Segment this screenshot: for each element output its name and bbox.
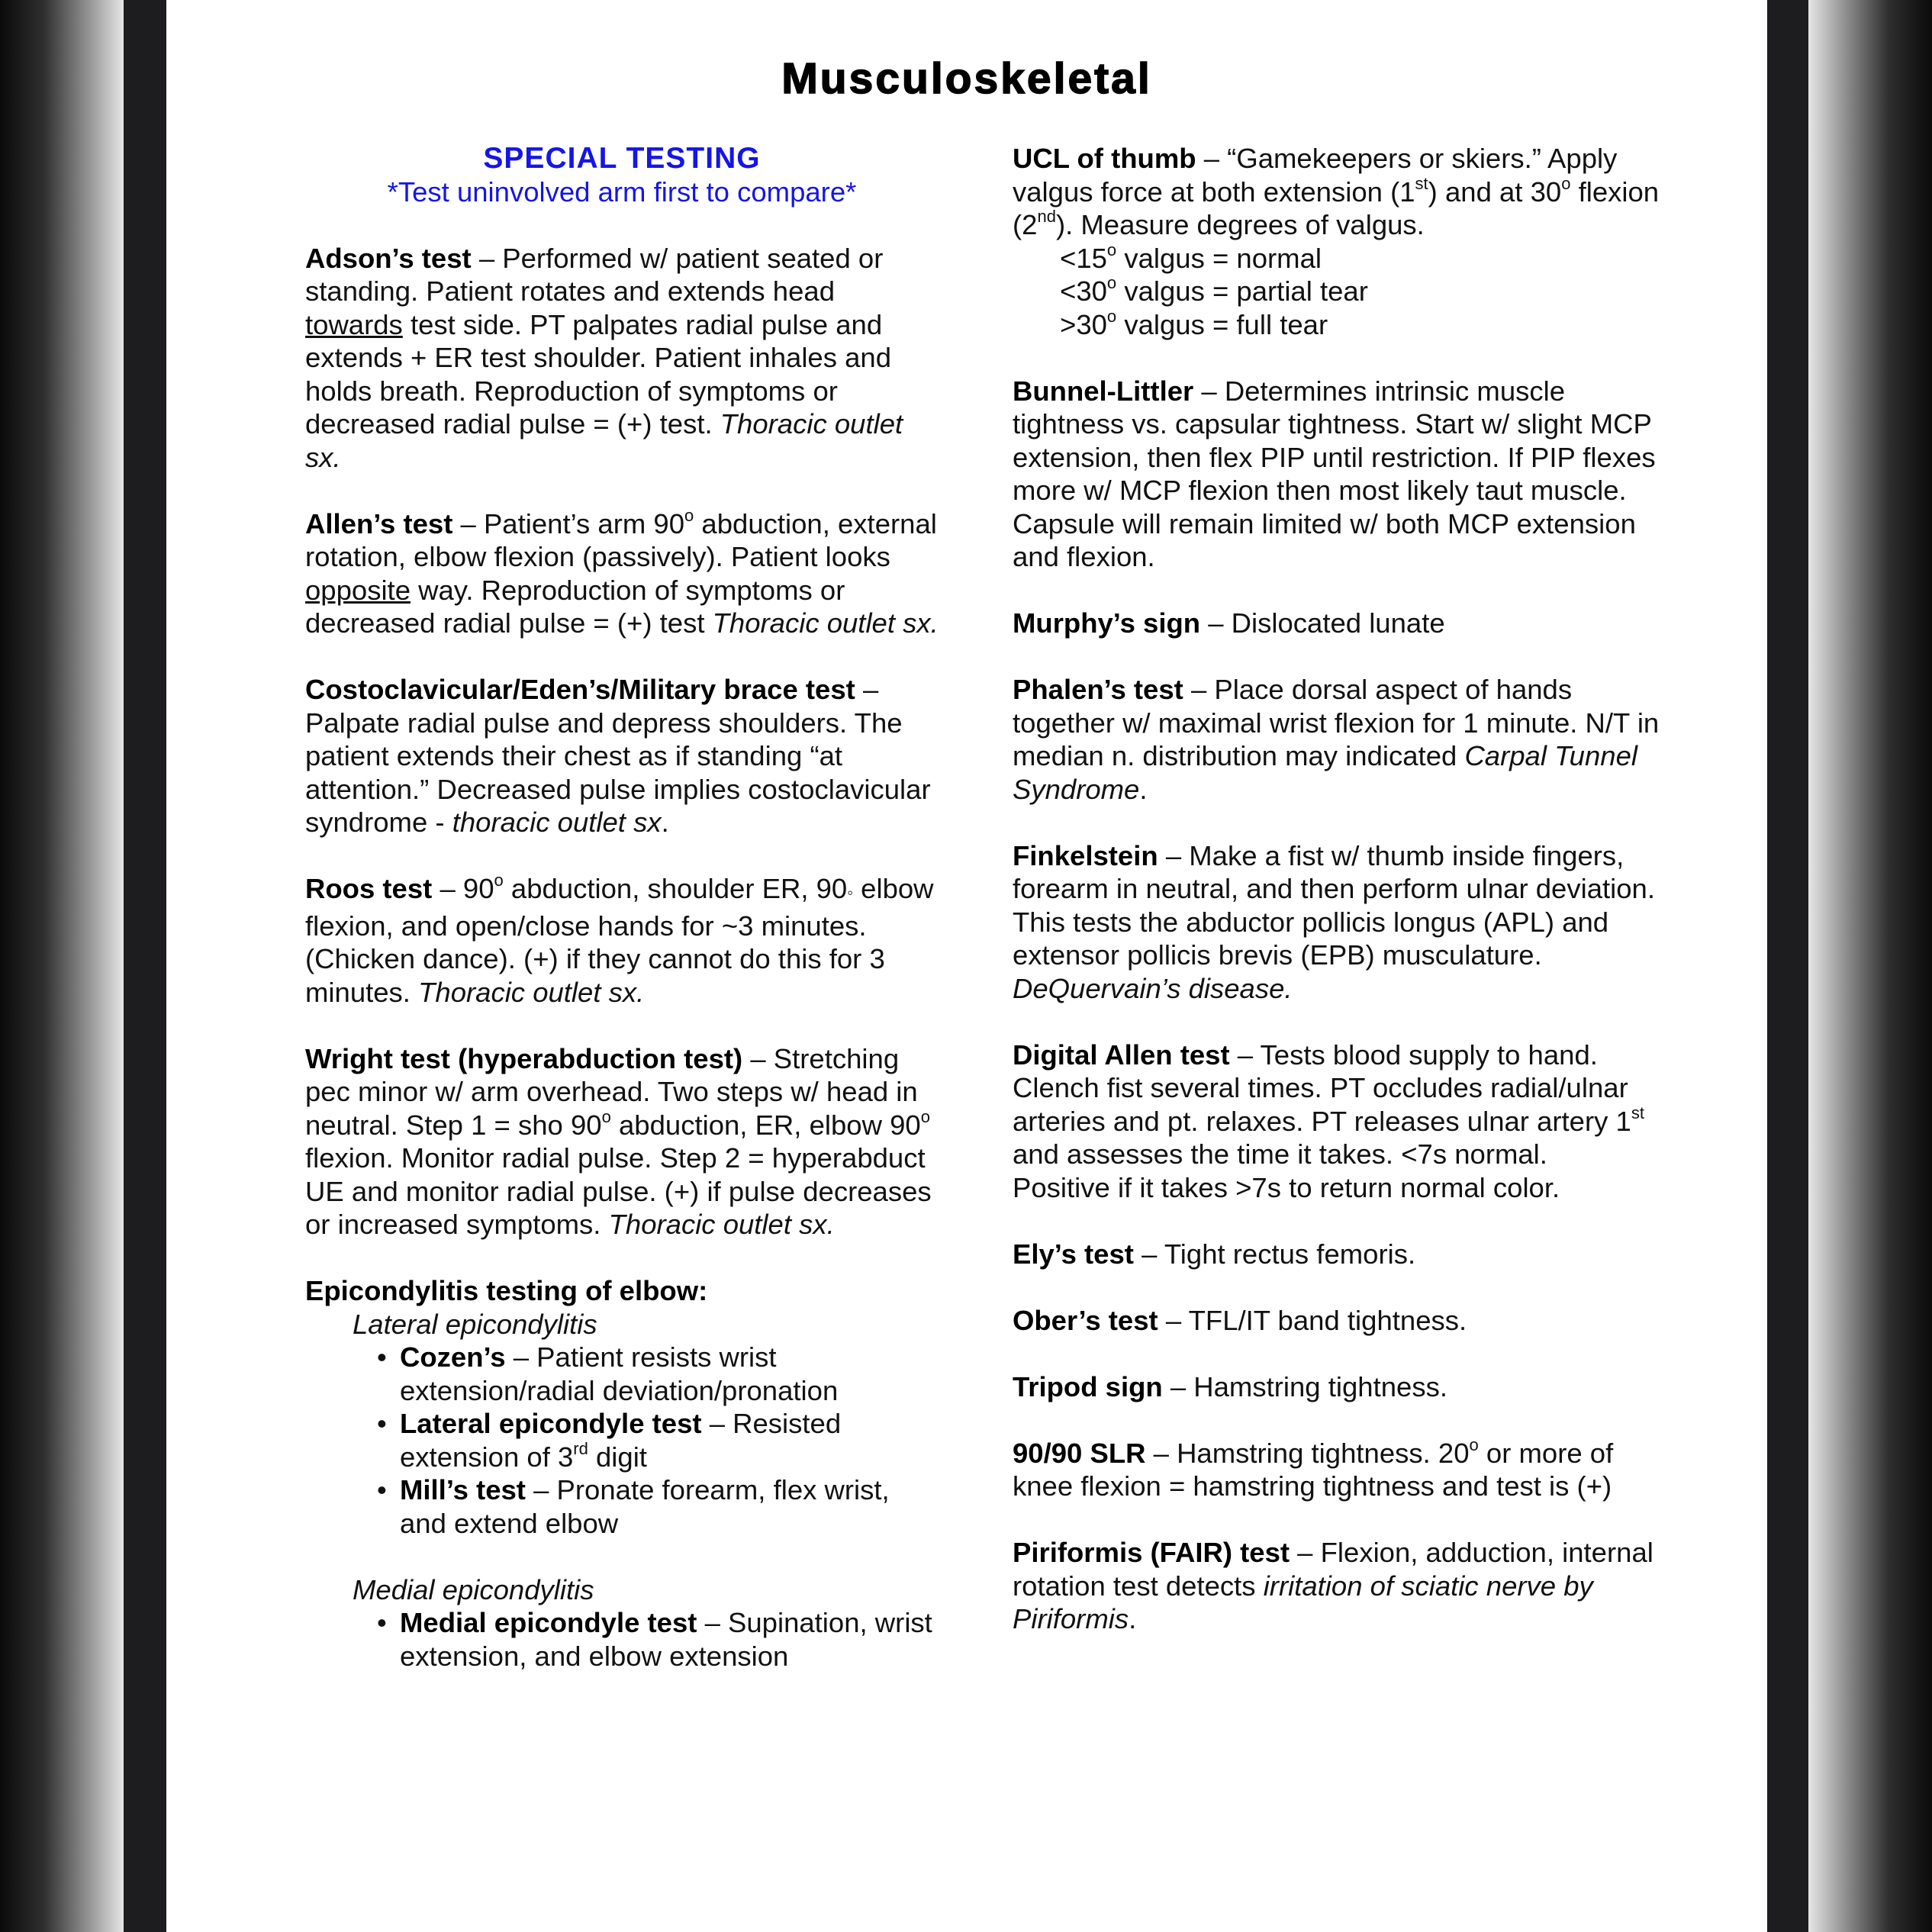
- test-name: Tripod sign: [1013, 1370, 1163, 1402]
- test-name: Allen’s test: [305, 507, 453, 539]
- viewer-shadow-left: [0, 0, 124, 1932]
- test-name: Adson’s test: [305, 242, 472, 274]
- section-header: [305, 142, 939, 208]
- test-name: Phalen’s test: [1013, 674, 1183, 705]
- test-name: Wright test (hyperabduction test): [305, 1042, 743, 1074]
- medial-test-list: [305, 1606, 939, 1673]
- valgus-line: $>30^o$ valgus = full tear: [1060, 306, 1328, 340]
- valgus-line: $<30^o$ valgus = partial tear: [1060, 273, 1368, 307]
- list-item: • Cozen’s – Patient resists wrist extension/radial deviation/pronation: [377, 1341, 839, 1406]
- phalen-test-entry: Phalen’s test – Place dorsal aspect of hands together w/ maximal wrist flexion for 1 minute. N/T in median n. distribution may indicated Carpal Tunnel Syndrome.: [1013, 674, 1660, 805]
- test-name: Ober’s test: [1013, 1304, 1158, 1336]
- test-name: Murphy’s sign: [1013, 607, 1201, 639]
- tripod-sign-entry: Tripod sign – Hamstring tightness.: [1013, 1370, 1447, 1402]
- allen-test-entry: Allen’s test – Patient’s arm 90$^o$ abduction, external rotation, elbow flexion (passively). Patient looks opposite way. Reproduction of symptoms or decreased radial pulse = (+) test Thoracic outlet sx.: [305, 505, 939, 639]
- test-name: Piriformis (FAIR) test: [1013, 1537, 1290, 1568]
- valgus-line: $<15^o$ valgus = normal: [1060, 240, 1322, 274]
- roos-test-entry: Roos test – 90$^o$ abduction, shoulder ER, 90◦ elbow flexion, and open/close hands for ~3 minutes. (Chicken dance). (+) if they cannot do this for 3 minutes. Thoracic outlet sx.: [305, 871, 934, 1008]
- lateral-test-list: [305, 1341, 939, 1540]
- epicondylitis-heading: Epicondylitis testing of elbow:: [305, 1275, 708, 1306]
- left-column: [305, 142, 939, 1673]
- list-item: • Lateral epicondyle test – Resisted extension of 3rd digit: [377, 1408, 842, 1473]
- list-item: • Mill’s test – Pronate forearm, flex wrist, and extend elbow: [377, 1474, 890, 1539]
- viewer-shadow-right: [1808, 0, 1932, 1932]
- finkelstein-entry: Finkelstein – Make a fist w/ thumb inside fingers, forearm in neutral, and then perform ulnar deviation. This tests the abductor pollicis longus (APL) and extensor pollicis brevis (EPB) musculature. DeQuervain’s disease.: [1013, 839, 1655, 1004]
- list-item: • Medial epicondyle test – Supination, wrist extension, and elbow extension: [377, 1607, 932, 1672]
- piriformis-test-entry: Piriformis (FAIR) test – Flexion, adduction, internal rotation test detects irritation of sciatic nerve by Piriformis.: [1013, 1537, 1653, 1634]
- ucl-thumb-entry: UCL of thumb – “Gamekeepers or skiers.” Apply valgus force at both extension (1st) and at 30$^o$ flexion (2nd). Measure degrees of valgus. $<15^o$ valgus = normal $<30^o$ valgus = partial tear $>30^o$ valgus = full tear: [1013, 142, 1669, 341]
- digital-allen-entry: Digital Allen test – Tests blood supply to hand. Clench fist several times. PT occludes radial/ulnar arteries and pt. relaxes. PT releases ulnar artery 1st and assesses the time it takes. <7s normal. Positive if it takes >7s to return normal color.: [1013, 1038, 1644, 1203]
- section-heading: SPECIAL TESTING: [483, 142, 761, 175]
- adson-test-entry: Adson’s test – Performed w/ patient seated or standing. Patient rotates and extends head towards test side. PT palpates radial pulse and extends + ER test shoulder. Patient inhales and holds breath. Reproduction of symptoms or decreased radial pulse = (+) test. Thoracic outlet sx.: [305, 242, 903, 473]
- test-name: Costoclavicular/Eden’s/Military brace test: [305, 674, 855, 705]
- test-name: Ely’s test: [1013, 1238, 1134, 1270]
- right-column: [1013, 142, 1669, 1669]
- medial-epicondylitis-label: Medial epicondylitis: [353, 1573, 594, 1605]
- viewer-frame-left: [124, 0, 166, 1932]
- costoclavicular-test-entry: Costoclavicular/Eden’s/Military brace test – Palpate radial pulse and depress shoulders. The patient extends their chest as if standing “at attention.” Decreased pulse implies costoclavicular syndrome - thoracic outlet sx.: [305, 674, 931, 838]
- bunnel-littler-entry: Bunnel-Littler – Determines intrinsic muscle tightness vs. capsular tightness. Start w/ slight MCP extension, then flex PIP until restriction. If PIP flexes more w/ MCP flexion then most likely taut muscle. Capsule will remain limited w/ both MCP extension and flexion.: [1013, 375, 1656, 572]
- lateral-epicondylitis-label: Lateral epicondylitis: [353, 1308, 597, 1340]
- murphy-sign-entry: Murphy’s sign – Dislocated lunate: [1013, 607, 1445, 639]
- document-page: [166, 0, 1767, 1932]
- test-name: Digital Allen test: [1013, 1038, 1230, 1071]
- test-name: Finkelstein: [1013, 839, 1158, 871]
- ely-test-entry: Ely’s test – Tight rectus femoris.: [1013, 1238, 1416, 1270]
- ober-test-entry: Ober’s test – TFL/IT band tightness.: [1013, 1304, 1467, 1336]
- section-subheading: *Test uninvolved arm first to compare*: [387, 175, 857, 208]
- page-title: Musculoskeletal: [781, 54, 1152, 103]
- slr-test-entry: 90/90 SLR – Hamstring tightness. 20$^o$ or more of knee flexion = hamstring tightness and test is (+): [1013, 1435, 1614, 1502]
- wright-test-entry: Wright test (hyperabduction test) – Stretching pec minor w/ arm overhead. Two steps w/ head in neutral. Step 1 = sho 90$^o$ abduction, ER, elbow 90$^o$ flexion. Monitor radial pulse. Step 2 = hyperabduct UE and monitor radial pulse. (+) if pulse decreases or increased symptoms. Thoracic outlet sx.: [305, 1042, 932, 1240]
- viewer-frame-right: [1767, 0, 1808, 1932]
- test-name: 90/90 SLR: [1013, 1437, 1146, 1469]
- test-name: UCL of thumb: [1013, 143, 1196, 174]
- epicondylitis-section: [305, 1274, 939, 1673]
- test-name: Roos test: [305, 873, 433, 904]
- test-name: Bunnel-Littler: [1013, 375, 1194, 407]
